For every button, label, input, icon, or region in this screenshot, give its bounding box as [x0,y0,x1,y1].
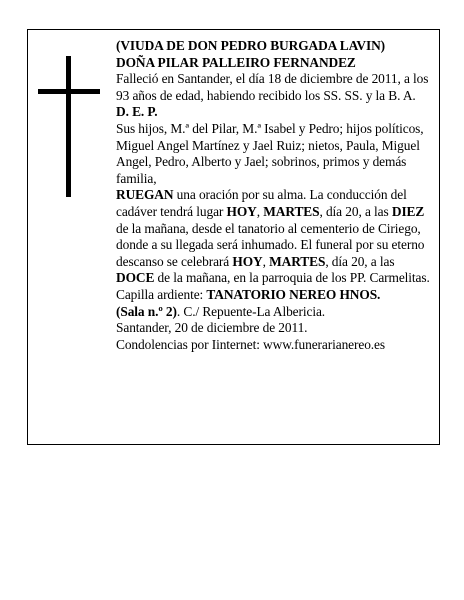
comma-2: , [262,253,270,269]
family-paragraph: Sus hijos, M.ª del Pilar, M.ª Isabel y Pedro; hijos políticos, Miguel Angel Martínez y Jael Ruiz; nietos, Paula, Miguel Angel, Pedro, Alberto y Jael; sobrinos, primos y demás familia, [116,120,424,186]
ceremony-text-5: de la mañana, en la parroquia de los PP. Carmelitas. [154,270,430,286]
room-number: (Sala n.º 2) [116,303,177,319]
dep-line: D. E. P. [116,104,158,120]
obituary-text [116,38,434,353]
diez-word: DIEZ [391,203,425,219]
condolences-line: Condolencias por Iinternet: www.funerarianereo.es [116,336,386,352]
chapel-name: TANATORIO NEREO HNOS. [206,286,381,302]
chapel-label: Capilla ardiente: [116,286,207,302]
chapel-paragraph [116,287,434,320]
death-paragraph: Falleció en Santander, el día 18 de diciembre de 2011, a los 93 años de edad, habiendo recibido los SS. SS. y la B. A. [116,71,429,103]
comma-1: , [256,203,264,219]
hoy-word-1: HOY [226,203,257,219]
ceremony-text-3: de la mañana, desde el tanatorio al cementerio de Ciriego, donde a su llegada será inhumado. El funeral por su eterno descanso se celebrará [116,220,425,269]
ceremony-paragraph [116,187,434,287]
chapel-address: . C./ Repuente-La Albericia. [176,303,326,319]
cross-icon [38,56,100,197]
cross-vertical-bar [66,56,71,197]
deceased-name: DOÑA PILAR PALLEIRO FERNANDEZ [116,54,356,70]
doce-word: DOCE [116,270,155,286]
widow-header: (VIUDA DE DON PEDRO BURGADA LAVIN) [116,38,386,53]
ceremony-text-2: , día 20, a las [319,203,392,219]
martes-word-2: MARTES [269,253,326,269]
hoy-word-2: HOY [232,253,263,269]
ruegan-word: RUEGAN [116,187,174,203]
cross-horizontal-bar [38,89,100,94]
ceremony-text-4: , día 20, a las [325,253,395,269]
ceremony-text-1: una oración por su alma. La conducción del cadáver tendrá lugar [116,187,407,219]
martes-word-1: MARTES [263,203,320,219]
place-date: Santander, 20 de diciembre de 2011. [116,320,308,336]
